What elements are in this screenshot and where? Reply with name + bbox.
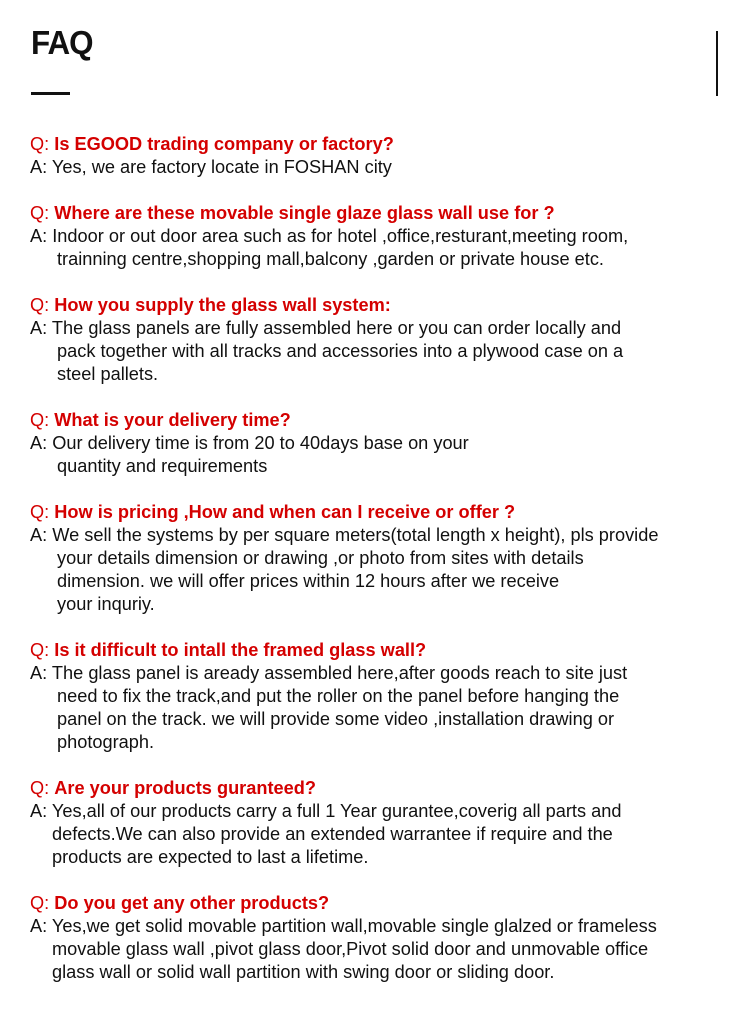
question-prefix: Q:	[30, 295, 55, 315]
faq-answer	[30, 915, 735, 984]
answer-line: need to fix the track,and put the roller on the panel before hanging the	[57, 686, 620, 706]
answer-text: Yes,all of our products carry a full 1 Year gurantee,coverig all parts and	[51, 801, 622, 821]
faq-answer	[30, 317, 735, 386]
answer-line: trainning centre,shopping mall,balcony ,garden or private house etc.	[57, 249, 604, 269]
faq-item	[30, 133, 735, 179]
answer-line: photograph.	[57, 732, 155, 752]
faq-list	[30, 133, 735, 1007]
answer-prefix: A:	[30, 157, 52, 177]
answer-prefix: A:	[30, 525, 53, 545]
faq-question	[30, 202, 735, 225]
faq-question	[30, 639, 735, 662]
answer-prefix: A:	[30, 226, 53, 246]
answer-text: The glass panel is aready assembled here,after goods reach to site just	[51, 663, 628, 683]
answer-line	[30, 225, 735, 248]
faq-question	[30, 777, 735, 800]
faq-answer	[30, 800, 735, 869]
question-text: Are your products guranteed?	[54, 778, 316, 798]
answer-line: pack together with all tracks and accessories into a plywood case on a	[57, 341, 624, 361]
question-text: How you supply the glass wall system:	[54, 295, 391, 315]
faq-item	[30, 501, 735, 616]
answer-text: Our delivery time is from 20 to 40days base on your	[52, 433, 469, 453]
faq-item	[30, 294, 735, 386]
faq-item	[30, 202, 735, 271]
question-prefix: Q:	[30, 134, 55, 154]
answer-prefix: A:	[30, 663, 52, 683]
question-prefix: Q:	[30, 640, 55, 660]
faq-question	[30, 892, 735, 915]
faq-item	[30, 777, 735, 869]
answer-line: dimension. we will offer prices within 12 hours after we receive	[57, 571, 560, 591]
answer-line	[30, 915, 735, 938]
answer-line: your inquriy.	[57, 594, 155, 614]
faq-answer	[30, 662, 735, 754]
question-prefix: Q:	[30, 778, 55, 798]
faq-answer	[30, 156, 735, 179]
answer-line: your details dimension or drawing ,or photo from sites with details	[57, 548, 584, 568]
answer-text: Yes, we are factory locate in FOSHAN city	[51, 157, 392, 177]
question-text: What is your delivery time?	[54, 410, 291, 430]
answer-text: The glass panels are fully assembled here or you can order locally and	[51, 318, 622, 338]
question-text: Is it difficult to intall the framed glass wall?	[54, 640, 427, 660]
answer-line: glass wall or solid wall partition with swing door or sliding door.	[52, 962, 555, 982]
page-title: FAQ	[31, 24, 93, 61]
question-text: How is pricing ,How and when can I receive or offer ?	[54, 502, 516, 522]
faq-answer	[30, 524, 735, 616]
answer-line: quantity and requirements	[57, 456, 268, 476]
question-prefix: Q:	[30, 502, 55, 522]
answer-line	[30, 800, 735, 823]
answer-line: defects.We can also provide an extended warrantee if require and the	[52, 824, 613, 844]
question-text: Where are these movable single glaze glass wall use for ?	[54, 203, 555, 223]
answer-line: panel on the track. we will provide some video ,installation drawing or	[57, 709, 615, 729]
answer-text: We sell the systems by per square meters(total length x height), pls provide	[52, 525, 659, 545]
answer-text: Indoor or out door area such as for hotel ,office,resturant,meeting room,	[52, 226, 629, 246]
question-prefix: Q:	[30, 893, 55, 913]
answer-line	[30, 317, 735, 340]
question-text: Is EGOOD trading company or factory?	[54, 134, 394, 154]
faq-item	[30, 409, 735, 478]
answer-text: Yes,we get solid movable partition wall,movable single glalzed or frameless	[51, 916, 657, 936]
vertical-divider	[716, 31, 718, 96]
faq-item	[30, 892, 735, 984]
answer-line	[30, 156, 735, 179]
title-underline	[31, 92, 70, 95]
faq-question	[30, 501, 735, 524]
answer-line: products are expected to last a lifetime.	[52, 847, 369, 867]
answer-line: steel pallets.	[57, 364, 159, 384]
faq-question	[30, 294, 735, 317]
answer-prefix: A:	[30, 433, 53, 453]
answer-prefix: A:	[30, 916, 52, 936]
faq-item	[30, 639, 735, 754]
question-prefix: Q:	[30, 410, 55, 430]
faq-question	[30, 409, 735, 432]
faq-answer	[30, 225, 735, 271]
question-prefix: Q:	[30, 203, 55, 223]
answer-prefix: A:	[30, 318, 52, 338]
faq-answer	[30, 432, 735, 478]
faq-question	[30, 133, 735, 156]
answer-prefix: A:	[30, 801, 52, 821]
answer-line	[30, 662, 735, 685]
answer-line	[30, 432, 735, 455]
answer-line: movable glass wall ,pivot glass door,Pivot solid door and unmovable office	[52, 939, 649, 959]
question-text: Do you get any other products?	[54, 893, 330, 913]
answer-line	[30, 524, 735, 547]
